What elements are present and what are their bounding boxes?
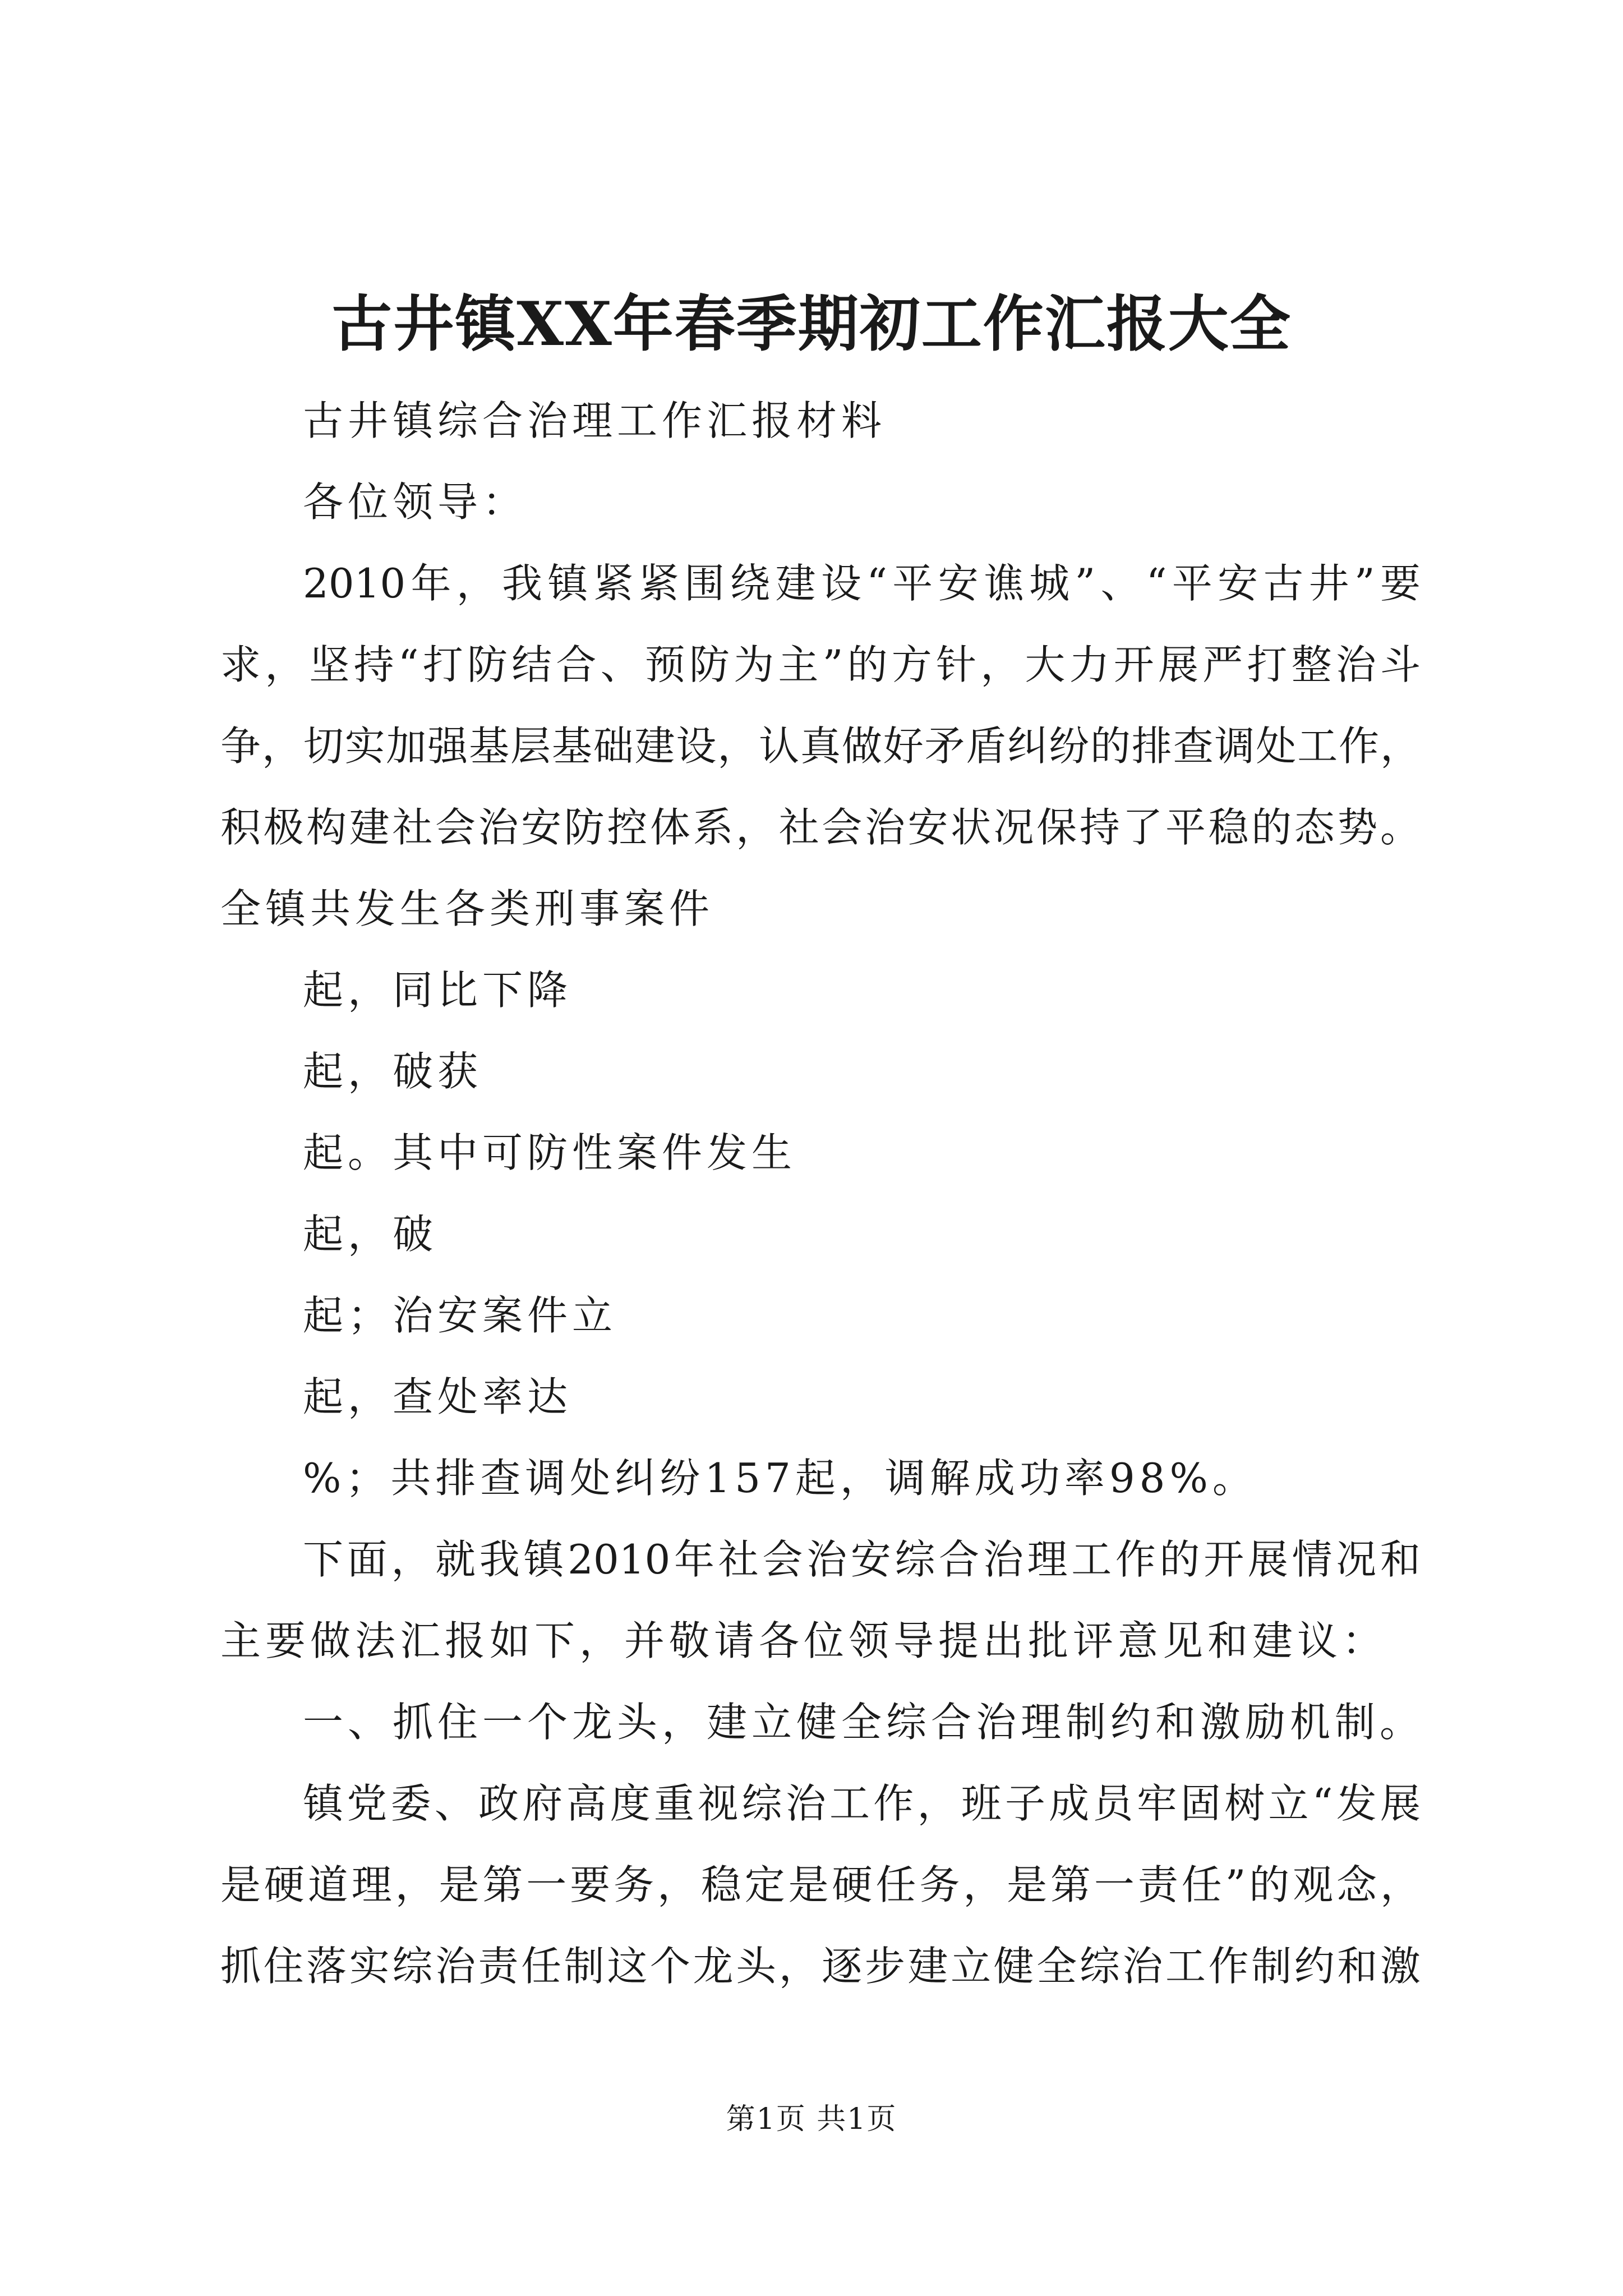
paragraph-line: 镇党委、政府高度重视综治工作，班子成员牢固树立“发展: [303, 1780, 1421, 1827]
paragraph-line: 争，切实加强基层基础建设，认真做好矛盾纠纷的排查调处工作，: [220, 723, 1421, 770]
fragment-line: %；共排查调处纠纷157起，调解成功率98%。: [303, 1455, 1257, 1502]
fragment-line: 起，破获: [303, 1048, 483, 1095]
paragraph-line: 求，坚持“打防结合、预防为主”的方针，大力开展严打整治斗: [220, 641, 1421, 688]
paragraph-line: 2010年，我镇紧紧围绕建设“平安谯城”、“平安古井”要: [303, 560, 1421, 607]
fragment-line: 起；治安案件立: [303, 1292, 617, 1339]
paragraph-line: 积极构建社会治安防控体系，社会治安状况保持了平稳的态势。: [220, 804, 1421, 851]
paragraph-line: 是硬道理，是第一要务，稳定是硬任务，是第一责任”的观念，: [220, 1861, 1421, 1908]
paragraph-line: 下面，就我镇2010年社会治安综合治理工作的开展情况和: [303, 1536, 1421, 1583]
salutation: 各位领导：: [303, 478, 528, 526]
fragment-line: 起，破: [303, 1211, 438, 1258]
fragment-line: 起，查处率达: [303, 1373, 573, 1420]
fragment-line: 起。其中可防性案件发生: [303, 1129, 797, 1176]
paragraph-line: 抓住落实综治责任制这个龙头，逐步建立健全综治工作制约和激: [220, 1943, 1421, 1990]
fragment-line: 起，同比下降: [303, 967, 573, 1014]
section-heading: 一、抓住一个龙头，建立健全综合治理制约和激励机制。: [303, 1699, 1425, 1746]
paragraph-line: 全镇共发生各类刑事案件: [220, 885, 714, 932]
page-footer: 第1页 共1页: [726, 2102, 897, 2136]
document-subtitle: 古井镇综合治理工作汇报材料: [303, 397, 887, 444]
document-title: 古井镇XX年春季期初工作汇报大全: [331, 289, 1292, 360]
paragraph-line: 主要做法汇报如下，并敬请各位领导提出批评意见和建议：: [220, 1617, 1387, 1664]
